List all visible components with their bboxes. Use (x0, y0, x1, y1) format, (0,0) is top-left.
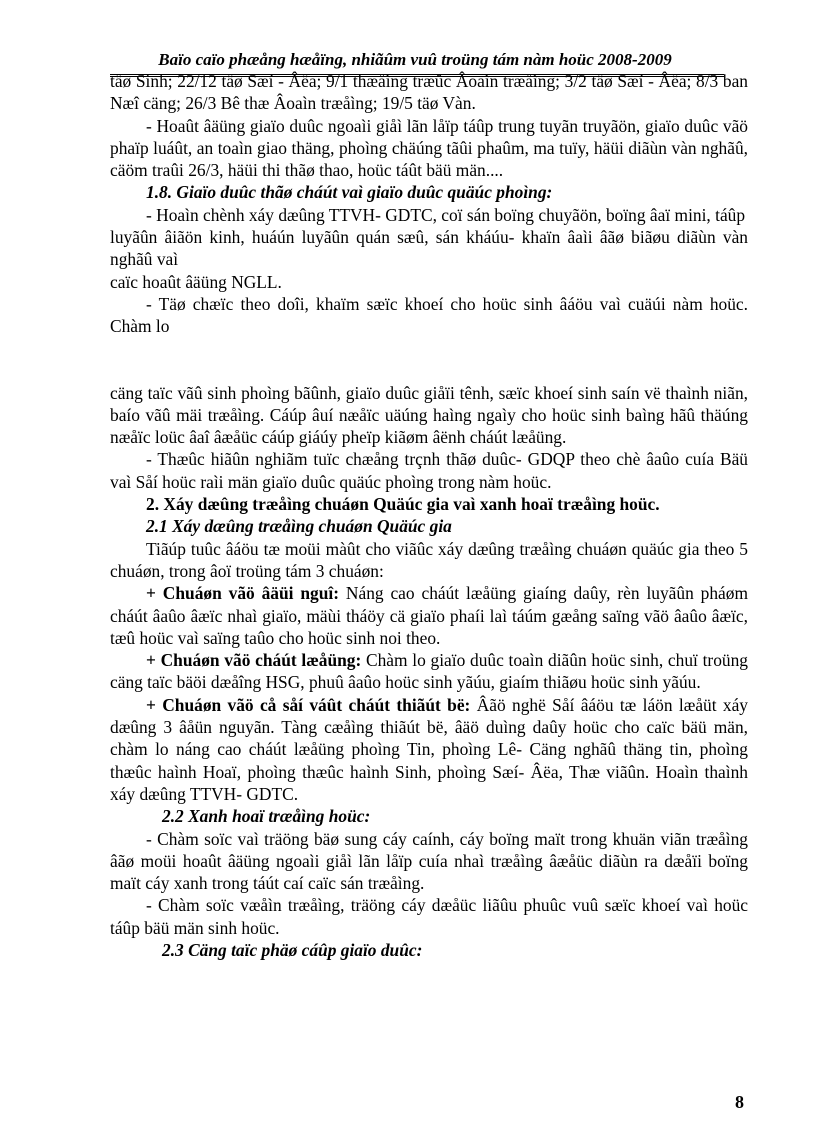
section-heading-2: 2. Xáy dæûng træåìng chuáøn Quäúc gia vaì xanh hoaï træåìng hoüc. (146, 494, 660, 515)
section-heading-1-8: 1.8. Giaïo duûc thãø cháút vaì giaïo duûc quäúc phoìng: (146, 182, 553, 203)
page-header: Baïo caïo phæång hæåïng, nhiãûm vuû troüng tám nàm hoüc 2008-2009 (158, 50, 672, 69)
blank-gap (110, 338, 748, 382)
section-heading-2-2: 2.2 Xanh hoaï træåìng hoüc: (162, 806, 371, 827)
paragraph: - Chàm soïc væåìn træåìng, träöng cáy dæåüc liãûu phuûc vuû sæïc khoeí vaì hoüc táûp bäü män sinh hoüc. (110, 895, 748, 938)
paragraph: luyãûn âiãön kinh, huáún luyãûn quán sæû, sán kháúu- khaïn âaìi âãø biãøu diãùn vàn nghãû vaì (110, 227, 748, 270)
standard-text: Âãö nghë Såí âáöu tæ láön læåüt xáy dæûng 3 âåün nguyãn. Tàng cæåìng thiãút bë, âäö duìng daûy hoüc cho caïc bäü män, chàm lo náng cao cháút læåüng phoìng Tin, phoìng Lê- Cäng nghãû thäng tin, phoìng thæûc haình Hoaï, phoìng thæûc haình Sinh, phoìng Sæí- Âëa, Thæ viãûn. Hoaìn thaình xáy dæûng TTVH- GDTC. (110, 694, 749, 804)
page-number: 8 (735, 1092, 744, 1112)
document-body (110, 70, 748, 961)
standard-label: + Chuáøn vãö cháút læåüng: (146, 650, 362, 671)
paragraph: Tiãúp tuûc âáöu tæ moüi màût cho viãûc xáy dæûng træåìng chuáøn quäúc gia theo 5 chuáøn, trong âoï troüng tám 3 chuáøn: (110, 538, 748, 581)
standard-label: + Chuáøn vãö âäüi nguî: (146, 583, 340, 604)
section-heading-2-3: 2.3 Cäng taïc phäø cáûp giaïo duûc: (162, 939, 423, 960)
section-heading-2-1: 2.1 Xáy dæûng træåìng chuáøn Quäúc gia (146, 516, 452, 537)
standard-item (110, 694, 748, 805)
standard-item (110, 582, 748, 649)
standard-label: + Chuáøn vãö cå såí váût cháút thiãút bë: (146, 694, 471, 715)
standard-text: Náng cao cháút læåüng giaíng daûy, rèn luyãûn pháøm cháút âaûo âæïc nhaì giaïo, mäùi tháöy cä giaïo phaíi laì táúm gæång saïng vãö âaûo âæïc, tæû hoüc vaì saïng taûo cho hoüc sinh noi theo. (110, 583, 748, 648)
paragraph: cäng taïc vãû sinh phoìng bãûnh, giaïo duûc giåïi tênh, sæïc khoeí sinh saín vë thaình niãn, baío vãû mäi træåìng. Cáúp âuí næåïc uäúng haìng ngaìy cho hoüc sinh baìng hãû thäúng næåïc loüc âaî âæåüc cáúp giáúy pheïp kiãøm âënh cháút læåüng. (110, 382, 748, 448)
standard-item (110, 649, 748, 694)
paragraph: caïc hoaût âäüng NGLL. (110, 271, 282, 292)
paragraph: - Hoaìn chènh xáy dæûng TTVH- GDTC, coï sán boïng chuyãön, boïng âaï mini, táûp (146, 204, 746, 225)
paragraph: täø Sinh; 22/12 täø Sæí - Âëa; 9/1 thæåìng træûc Âoaìn træåìng; 3/2 täø Sæí - Âëa; 8/3 ban Næî cäng; 26/3 Bê thæ Âoaìn træåìng; 19/5 täø Vàn. (110, 71, 748, 114)
paragraph: - Täø chæïc theo doîi, khaïm sæïc khoeí cho hoüc sinh âáöu vaì cuäúi nàm hoüc. Chàm lo (110, 293, 748, 337)
paragraph: - Chàm soïc vaì träöng bäø sung cáy caính, cáy boïng maït trong khuän viãn træåìng âãø moüi hoaût âäüng ngoaìi giåì lãn låïp cuía nhaì træåìng âæåüc diãùn ra dæåïi boïng maït cáy xanh trong táút caí caïc sán træåìng. (110, 828, 748, 894)
standard-text: Chàm lo giaïo duûc toaìn diãûn hoüc sinh, chuï troüng cäng taïc bäöi dæåîng HSG, phuû âaûo hoüc sinh yãúu, giaím thiãøu hoüc sinh yãúu. (110, 650, 748, 693)
paragraph: - Hoaût âäüng giaïo duûc ngoaìi giåì lãn låïp táûp trung tuyãn truyãön, giaïo duûc vãö phaïp luáût, an toaìn giao thäng, phoìng chäúng tãûi phaûm, ma tuïy, häüi diãùn vàn nghãû, cäöm traûi 26/3, häüi thi thãø thao, hoüc táût bäü män.... (110, 115, 748, 181)
paragraph: - Thæûc hiãûn nghiãm tuïc chæång trçnh thãø duûc- GDQP theo chè âaûo cuía Bäü vaì Såí hoüc raìi män giaïo duûc quäúc phoìng trong nàm hoüc. (110, 449, 748, 492)
